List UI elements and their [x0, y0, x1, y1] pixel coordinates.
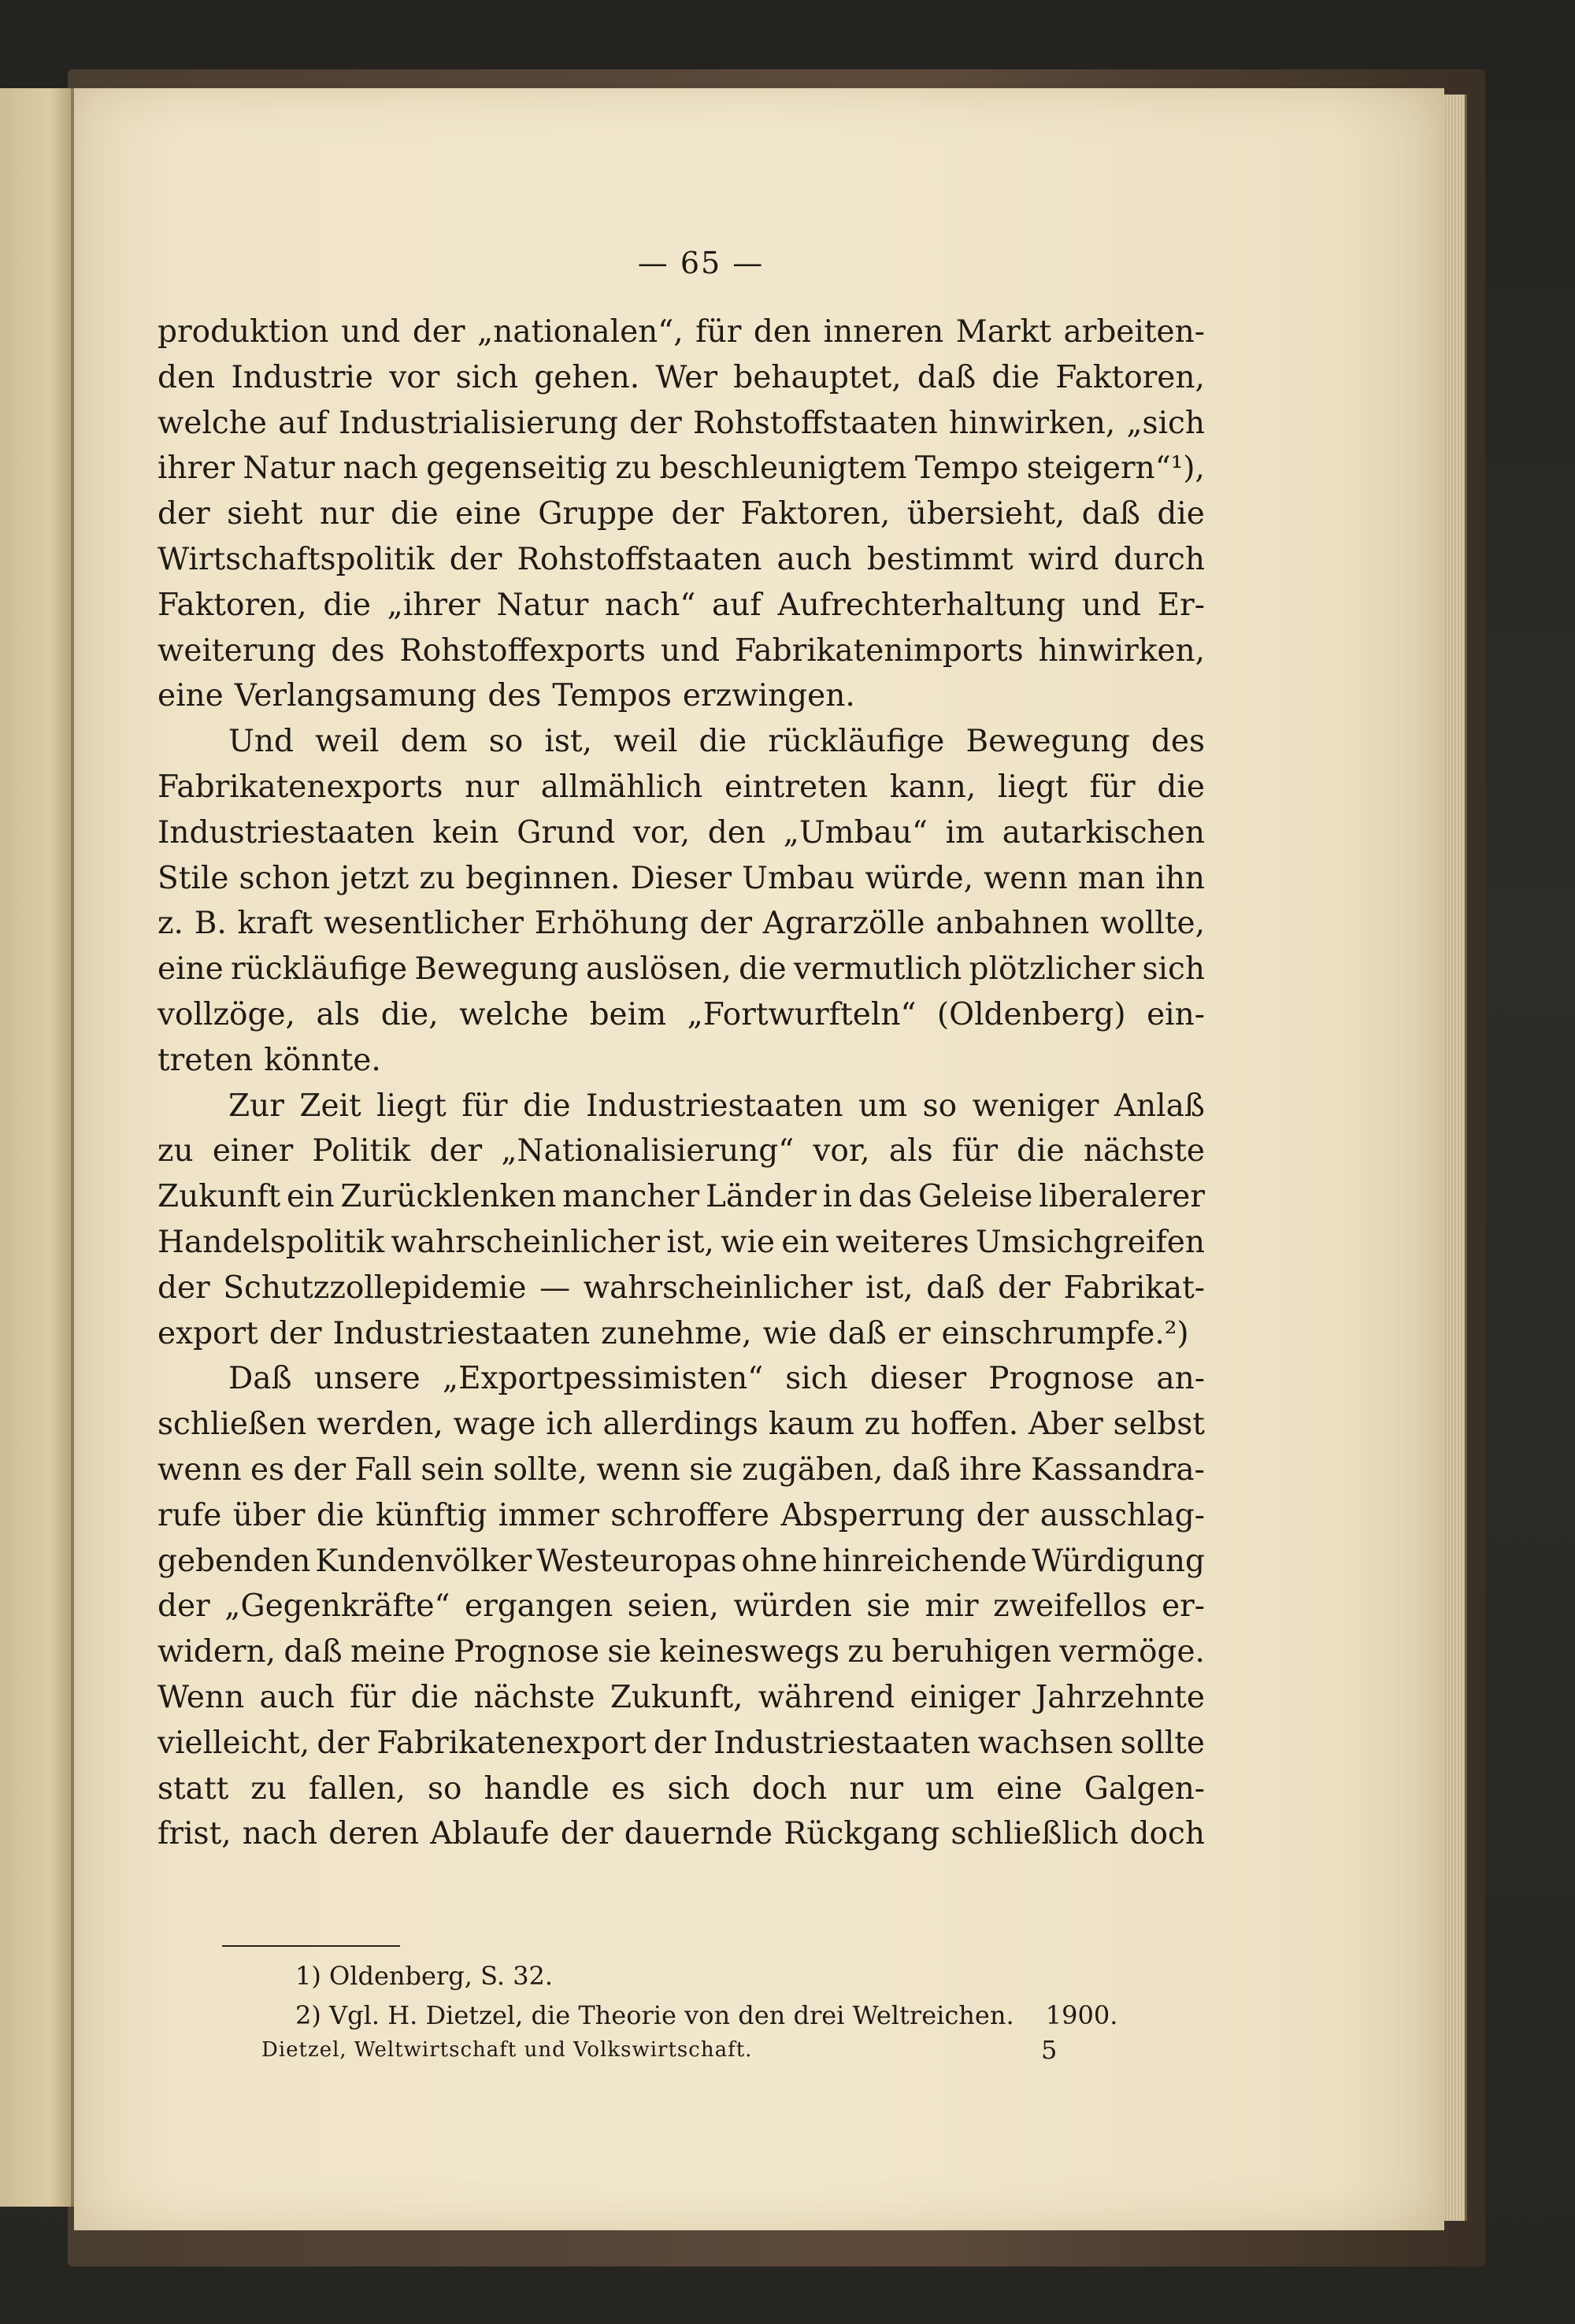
- text-line: gebenden Kundenvölker Westeuropas ohne hinreichende Würdigung: [158, 1543, 1205, 1579]
- text-line: der „Gegenkräfte“ ergangen seien, würden sie mir zweifellos er-: [158, 1588, 1205, 1625]
- text-line: wenn es der Fall sein sollte, wenn sie zugäben, daß ihre Kassandra-: [158, 1451, 1205, 1488]
- text-line: Zur Zeit liegt für die Industriestaaten um so weniger Anlaß: [228, 1088, 1205, 1124]
- paragraphs: [158, 309, 1205, 1857]
- text-line: vollzöge, als die, welche beim „Fortwurfteln“ (Oldenberg) ein-: [158, 996, 1205, 1032]
- footnote-2: [295, 2000, 1117, 2030]
- footnote-1-text: Oldenberg, S. 32.: [329, 1961, 554, 1991]
- text-line: statt zu fallen, so handle es sich doch nur um eine Galgen-: [158, 1770, 1205, 1807]
- text-line: widern, daß meine Prognose sie keineswegs zu beruhigen vermöge.: [158, 1634, 1205, 1670]
- footnote-2-year: 1900.: [1045, 2000, 1118, 2030]
- text-line: Und weil dem so ist, weil die rückläufige Bewegung des: [228, 724, 1205, 760]
- text-line: rufe über die künftig immer schroffere Absperrung der ausschlag-: [158, 1497, 1205, 1533]
- signature-line: Dietzel, Weltwirtschaft und Volkswirtschaft.: [261, 2038, 753, 2062]
- text-line: schließen werden, wage ich allerdings kaum zu hoffen. Aber selbst: [158, 1407, 1205, 1443]
- text-line: den Industrie vor sich gehen. Wer behauptet, daß die Faktoren,: [158, 359, 1205, 395]
- footnote-2-mark: 2): [295, 2000, 321, 2030]
- text-line: weiterung des Rohstoffexports und Fabrikatenimports hinwirken,: [158, 632, 1205, 669]
- text-line: zu einer Politik der „Nationalisierung“ vor, als für die nächste: [158, 1133, 1205, 1169]
- text-line: welche auf Industrialisierung der Rohstoffstaaten hinwirken, „sich: [158, 405, 1205, 441]
- text-line: vielleicht, der Fabrikatenexport der Industriestaaten wachsen sollte: [158, 1725, 1205, 1761]
- text-line: Zukunft ein Zurücklenken mancher Länder in das Geleise liberalerer: [158, 1179, 1205, 1215]
- text-line: eine rückläufige Bewegung auslösen, die vermutlich plötzlicher sich: [158, 951, 1205, 988]
- text-line: Industriestaaten kein Grund vor, den „Umbau“ im autarkischen: [158, 814, 1205, 851]
- signature-sheet-number: 5: [1041, 2035, 1058, 2065]
- facing-page-edge: [0, 88, 74, 2207]
- text-line: ihrer Natur nach gegenseitig zu beschleunigtem Tempo steigern“¹),: [158, 450, 1205, 487]
- text-line: export der Industriestaaten zunehme, wie daß er einschrumpfe.²): [158, 1315, 1189, 1351]
- body-text: [158, 236, 1205, 1857]
- text-line: Stile schon jetzt zu beginnen. Dieser Umbau würde, wenn man ihn: [158, 860, 1205, 896]
- text-line: Daß unsere „Exportpessimisten“ sich dieser Prognose an-: [228, 1361, 1205, 1397]
- text-line: Wenn auch für die nächste Zukunft, während einiger Jahrzehnte: [158, 1679, 1205, 1715]
- text-line: treten könnte.: [158, 1042, 381, 1078]
- footnote-1-mark: 1): [295, 1961, 321, 1991]
- text-line: Fabrikatenexports nur allmählich eintreten kann, liegt für die: [158, 769, 1205, 805]
- text-line: Faktoren, die „ihrer Natur nach“ auf Aufrechterhaltung und Er-: [158, 587, 1205, 623]
- footnote-divider: [222, 1945, 400, 1947]
- text-line: frist, nach deren Ablaufe der dauernde Rückgang schließlich doch: [158, 1816, 1205, 1852]
- page-number: — 65 —: [637, 246, 765, 280]
- text-line: der sieht nur die eine Gruppe der Faktoren, übersieht, daß die: [158, 496, 1205, 532]
- text-line: produktion und der „nationalen“, für den inneren Markt arbeiten-: [158, 314, 1205, 350]
- page-stack-edge: [1444, 95, 1467, 2221]
- text-line: Handelspolitik wahrscheinlicher ist, wie ein weiteres Umsichgreifen: [158, 1224, 1205, 1260]
- text-line: Wirtschaftspolitik der Rohstoffstaaten auch bestimmt wird durch: [158, 541, 1205, 577]
- text-line: der Schutzzollepidemie — wahrscheinlicher ist, daß der Fabrikat-: [158, 1269, 1205, 1306]
- text-line: eine Verlangsamung des Tempos erzwingen.: [158, 678, 855, 714]
- footnote-2-text: Vgl. H. Dietzel, die Theorie von den drei Weltreichen.: [329, 2000, 1014, 2030]
- footnote-1: [295, 1961, 553, 1991]
- text-line: z. B. kraft wesentlicher Erhöhung der Agrarzölle anbahnen wollte,: [158, 906, 1205, 942]
